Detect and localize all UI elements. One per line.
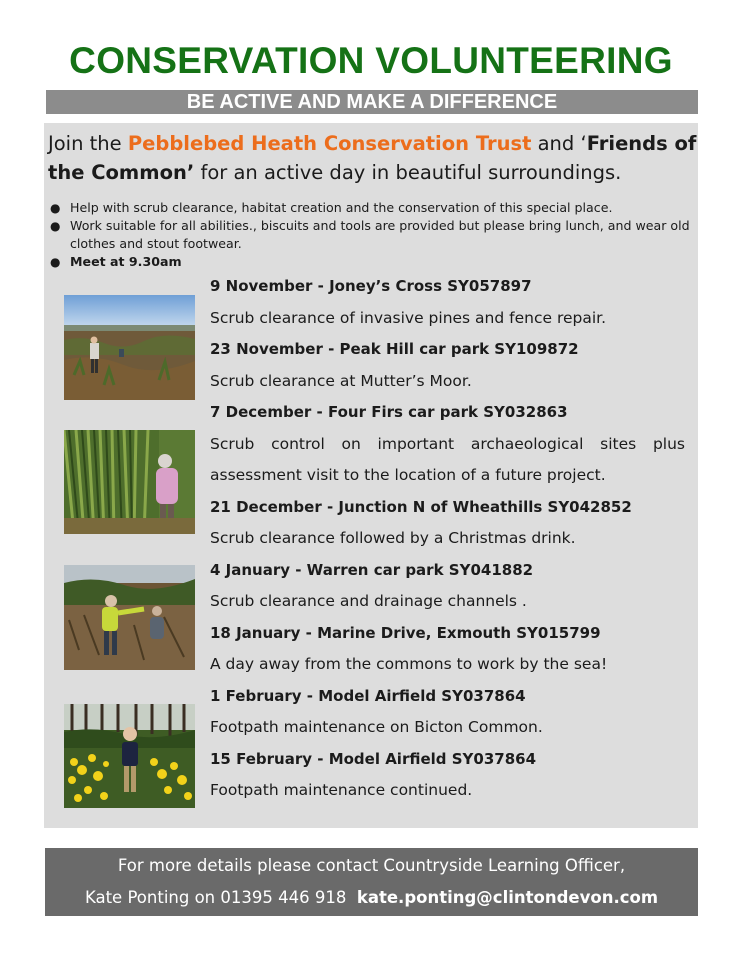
event-description: Scrub clearance of invasive pines and fence repair. <box>210 308 607 327</box>
intro-tail: for an active day in beautiful surroundings. <box>194 161 622 184</box>
bullet-icon: ● <box>50 255 61 269</box>
intro-paragraph <box>48 129 698 187</box>
trust-name: Pebblebed Heath Conservation Trust <box>127 132 532 155</box>
event-description: Footpath maintenance continued. <box>210 781 473 799</box>
photo-volunteers-clearing <box>64 565 195 670</box>
event-title: 7 December - Four Firs car park SY032863 <box>210 403 568 421</box>
photo-tall-vegetation <box>64 430 195 534</box>
event-title: 1 February - Model Airfield SY037864 <box>210 686 526 705</box>
bullet-icon: ● <box>50 219 61 233</box>
info-bullet-list <box>44 199 694 271</box>
contact-email-link[interactable]: kate.ponting@clintondevon.com <box>356 888 659 907</box>
content-panel <box>44 123 698 828</box>
page-title: CONSERVATION VOLUNTEERING <box>69 40 673 81</box>
event-title: 9 November - Joney’s Cross SY057897 <box>210 277 532 295</box>
subtitle-banner: BE ACTIVE AND MAKE A DIFFERENCE <box>46 90 698 114</box>
bullet-item: ● Work suitable for all abilities., biscuits and tools are provided but please bring lunch, and wear old clothes and stout footwear. <box>50 218 690 251</box>
event-title: 4 January - Warren car park SY041882 <box>210 560 534 579</box>
contact-line-phone <box>45 887 698 909</box>
intro-lead: Join the <box>48 132 128 155</box>
event-title: 23 November - Peak Hill car park SY109872 <box>210 340 579 358</box>
event-description: Scrub clearance and drainage channels . <box>210 592 527 610</box>
contact-line: For more details please contact Countryside Learning Officer, <box>117 856 626 875</box>
event-title: 15 February - Model Airfield SY037864 <box>210 749 537 768</box>
event-description: A day away from the commons to work by the sea! <box>210 655 608 673</box>
event-description: Scrub control on important archaeological sites plus assessment visit to the location of a future project. <box>210 434 685 484</box>
photo-heathland-volunteers <box>64 295 195 400</box>
bullet-item: ● Help with scrub clearance, habitat creation and the conservation of this special place. <box>50 200 613 215</box>
bullet-icon: ● <box>50 201 61 215</box>
intro-mid: and ‘ <box>531 132 587 155</box>
contact-footer <box>45 848 698 916</box>
friends-name: Friends of the Common’ <box>48 132 697 184</box>
photo-child-gorse <box>64 704 195 808</box>
event-description: Footpath maintenance on Bicton Common. <box>210 718 543 736</box>
event-schedule <box>210 271 685 807</box>
contact-name-phone: Kate Ponting on 01395 446 918 <box>84 888 347 907</box>
event-description: Scrub clearance followed by a Christmas drink. <box>210 529 576 547</box>
event-description: Scrub clearance at Mutter’s Moor. <box>210 371 472 390</box>
bullet-item-meet-time: ● Meet at 9.30am <box>50 254 182 269</box>
event-title: 18 January - Marine Drive, Exmouth SY015799 <box>210 623 601 642</box>
event-title: 21 December - Junction N of Wheathills SY042852 <box>210 497 632 516</box>
